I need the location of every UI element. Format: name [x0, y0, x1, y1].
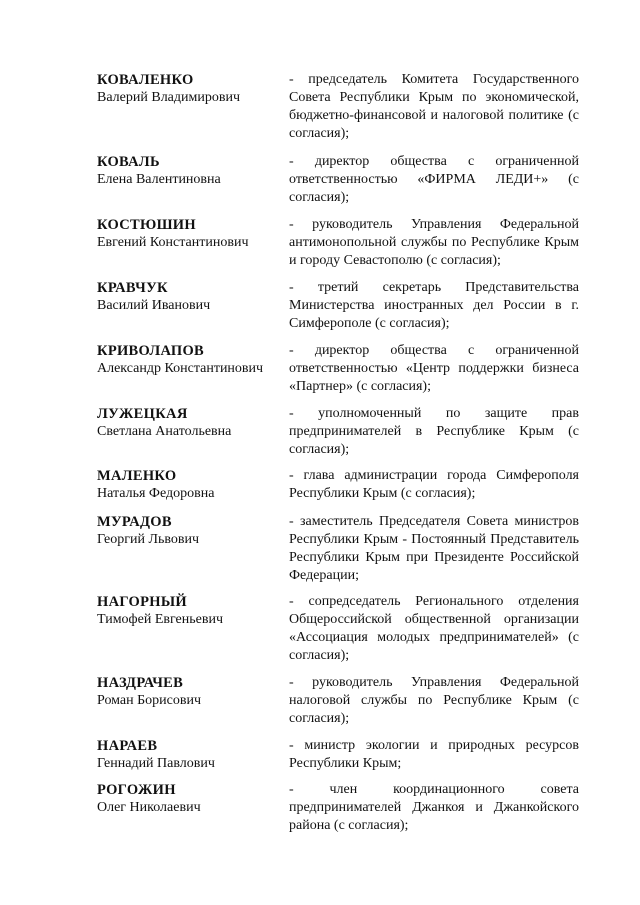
given-names: Александр Константинович — [97, 361, 264, 376]
person-name — [97, 342, 287, 378]
given-names: Елена Валентиновна — [97, 172, 221, 187]
surname: РОГОЖИН — [97, 782, 176, 798]
given-names: Тимофей Евгеньевич — [97, 612, 223, 627]
given-names: Наталья Федоровна — [97, 486, 215, 501]
person-name — [97, 674, 287, 710]
person-name — [97, 153, 287, 189]
surname: МУРАДОВ — [97, 514, 172, 530]
person-name — [97, 737, 287, 773]
given-names: Геннадий Павлович — [97, 756, 215, 771]
given-names: Олег Николаевич — [97, 800, 201, 815]
surname: КОСТЮШИН — [97, 217, 196, 233]
person-name — [97, 513, 287, 549]
surname: КОВАЛЬ — [97, 154, 160, 170]
surname: НАГОРНЫЙ — [97, 594, 187, 610]
given-names: Георгий Львович — [97, 532, 200, 547]
position-description: - руководитель Управления Федеральной налоговой службы по Республике Крым (с согласия); — [289, 675, 579, 726]
surname: МАЛЕНКО — [97, 468, 177, 484]
person-name — [97, 467, 287, 503]
given-names: Евгений Константинович — [97, 235, 249, 250]
person-name — [97, 279, 287, 315]
position-description: - министр экологии и природных ресурсов Республики Крым; — [289, 738, 579, 771]
position-description: - директор общества с ограниченной ответственностью «Центр поддержки бизнеса «Партнер» (с согласия); — [289, 343, 579, 394]
surname: КОВАЛЕНКО — [97, 72, 194, 88]
position-description: - третий секретарь Представительства Министерства иностранных дел России в г. Симферополе (с согласия); — [289, 280, 579, 331]
position-description: - заместитель Председателя Совета министров Республики Крым - Постоянный Представитель Республики Крым при Президенте Российской Федерации; — [289, 514, 579, 583]
surname: ЛУЖЕЦКАЯ — [97, 406, 188, 422]
given-names: Валерий Владимирович — [97, 90, 241, 105]
surname: НАЗДРАЧЕВ — [97, 675, 184, 691]
given-names: Роман Борисович — [97, 693, 202, 708]
position-description: - глава администрации города Симферополя Республики Крым (с согласия); — [289, 468, 579, 501]
position-description: - сопредседатель Регионального отделения Общероссийской общественной организации «Ассоциация молодых предпринимателей» (с согласия); — [289, 594, 579, 663]
person-name — [97, 71, 287, 107]
person-name — [97, 216, 287, 252]
person-name — [97, 593, 287, 629]
position-description: - директор общества с ограниченной ответственностью «ФИРМА ЛЕДИ+» (с согласия); — [289, 154, 579, 205]
surname: НАРАЕВ — [97, 738, 158, 754]
surname: КРИВОЛАПОВ — [97, 343, 205, 359]
position-description: - уполномоченный по защите прав предпринимателей в Республике Крым (с согласия); — [289, 406, 579, 457]
surname: КРАВЧУК — [97, 280, 168, 296]
person-name — [97, 405, 287, 441]
given-names: Светлана Анатольевна — [97, 424, 232, 439]
position-description: - руководитель Управления Федеральной антимонопольной службы по Республике Крым и городу Севастополю (с согласия); — [289, 217, 579, 268]
person-name — [97, 781, 287, 817]
given-names: Василий Иванович — [97, 298, 211, 313]
position-description: - член координационного совета предпринимателей Джанкоя и Джанкойского района (с согласия); — [289, 782, 579, 833]
position-description: - председатель Комитета Государственного Совета Республики Крым по экономической, бюджетно-финансовой и налоговой политике (с согласия); — [289, 72, 579, 141]
